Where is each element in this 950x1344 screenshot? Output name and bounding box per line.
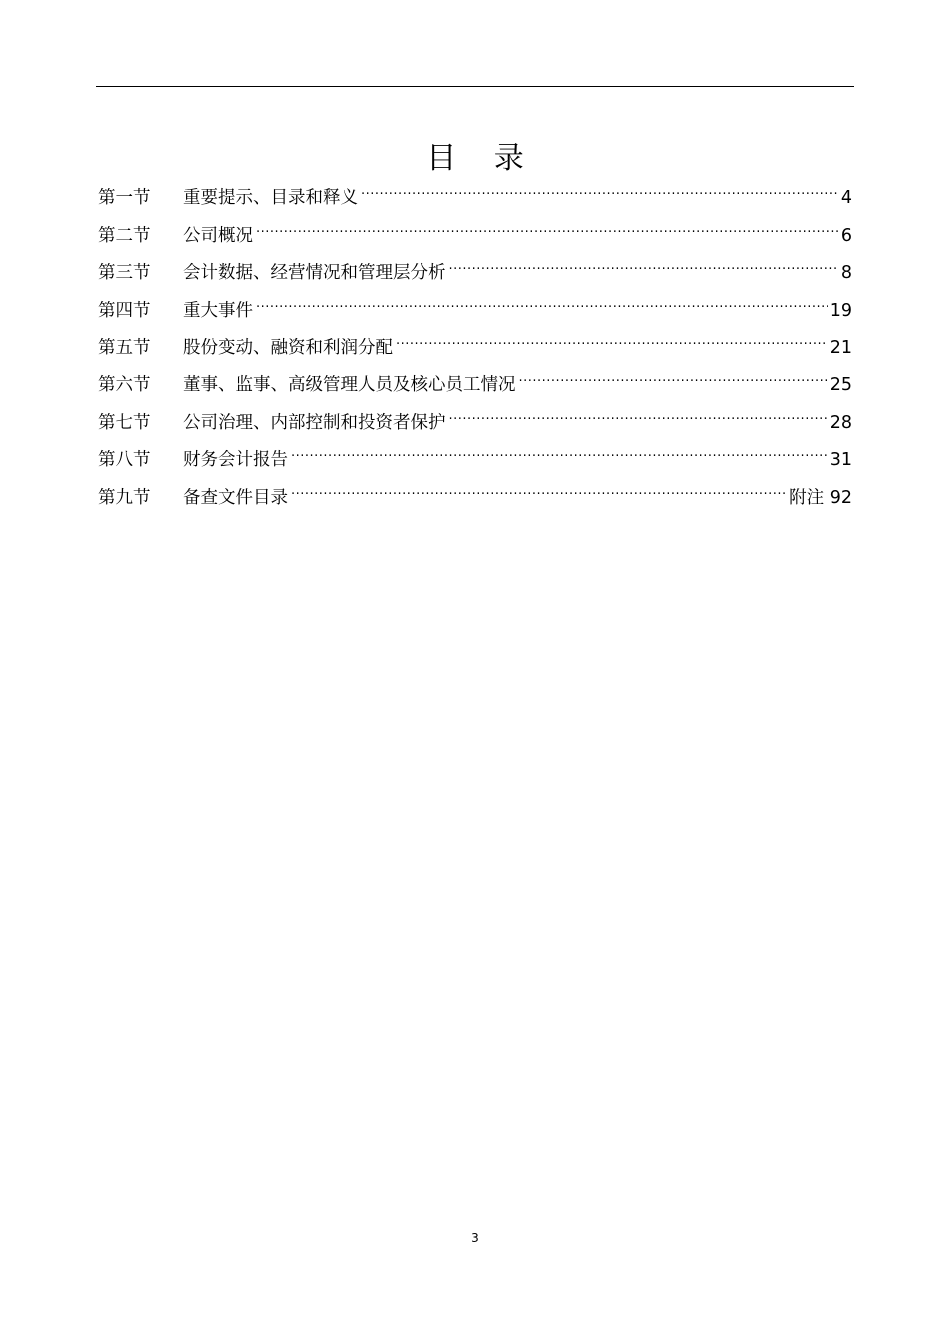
toc-section-number: 第六节 bbox=[98, 375, 151, 396]
toc-section-heading: 董事、监事、高级管理人员及核心员工情况 bbox=[183, 375, 516, 396]
toc-page-number: 28 bbox=[829, 412, 852, 433]
toc-section-number: 第八节 bbox=[98, 450, 151, 471]
toc-entry[interactable] bbox=[98, 353, 852, 396]
toc-section-heading: 备查文件目录 bbox=[183, 487, 288, 508]
toc-page-number: 4 bbox=[840, 188, 852, 209]
toc-dot-leader bbox=[256, 278, 828, 315]
toc-page-number: 8 bbox=[840, 263, 852, 284]
toc-page-number: 21 bbox=[829, 337, 852, 358]
toc-section-number: 第四节 bbox=[98, 300, 151, 321]
toc-section-heading: 会计数据、经营情况和管理层分析 bbox=[183, 263, 446, 284]
toc-section-number: 第五节 bbox=[98, 337, 151, 358]
toc-entry[interactable] bbox=[98, 428, 852, 471]
toc-entry[interactable] bbox=[98, 203, 852, 246]
toc-entry[interactable] bbox=[98, 241, 852, 284]
toc-entry[interactable] bbox=[98, 316, 852, 358]
toc-page-number: 25 bbox=[829, 375, 852, 396]
toc-dot-leader bbox=[396, 316, 828, 353]
toc-dot-leader bbox=[256, 203, 839, 240]
toc-page-number: 6 bbox=[840, 225, 852, 246]
toc-entry[interactable] bbox=[98, 166, 852, 209]
toc-dot-leader bbox=[449, 241, 839, 278]
toc-entry[interactable] bbox=[98, 390, 852, 433]
toc-dot-leader bbox=[361, 166, 839, 203]
toc-section-number: 第二节 bbox=[98, 225, 151, 246]
toc-section-heading: 财务会计报告 bbox=[183, 450, 288, 471]
toc-title: 目 录 bbox=[426, 141, 538, 177]
toc-dot-leader bbox=[291, 428, 828, 465]
toc-page-number: 附注 92 bbox=[789, 487, 852, 508]
toc-section-number: 第一节 bbox=[98, 188, 151, 209]
toc-entry[interactable] bbox=[98, 278, 852, 321]
page-number: 3 bbox=[471, 1231, 479, 1245]
toc-page-number: 31 bbox=[829, 450, 852, 471]
toc-section-heading: 股份变动、融资和利润分配 bbox=[183, 337, 393, 358]
toc-section-heading: 公司概况 bbox=[183, 225, 253, 246]
toc-section-heading: 重要提示、目录和释义 bbox=[183, 188, 358, 209]
table-of-contents bbox=[98, 166, 852, 508]
toc-dot-leader bbox=[449, 390, 828, 427]
toc-section-heading: 公司治理、内部控制和投资者保护 bbox=[183, 412, 446, 433]
toc-section-number: 第三节 bbox=[98, 263, 151, 284]
header-rule bbox=[96, 86, 854, 87]
toc-section-number: 第九节 bbox=[98, 487, 151, 508]
toc-dot-leader bbox=[291, 465, 787, 502]
toc-dot-leader bbox=[519, 353, 828, 390]
toc-page-number: 19 bbox=[829, 300, 852, 321]
toc-section-number: 第七节 bbox=[98, 412, 151, 433]
toc-entry[interactable] bbox=[98, 465, 852, 508]
toc-section-heading: 重大事件 bbox=[183, 300, 253, 321]
